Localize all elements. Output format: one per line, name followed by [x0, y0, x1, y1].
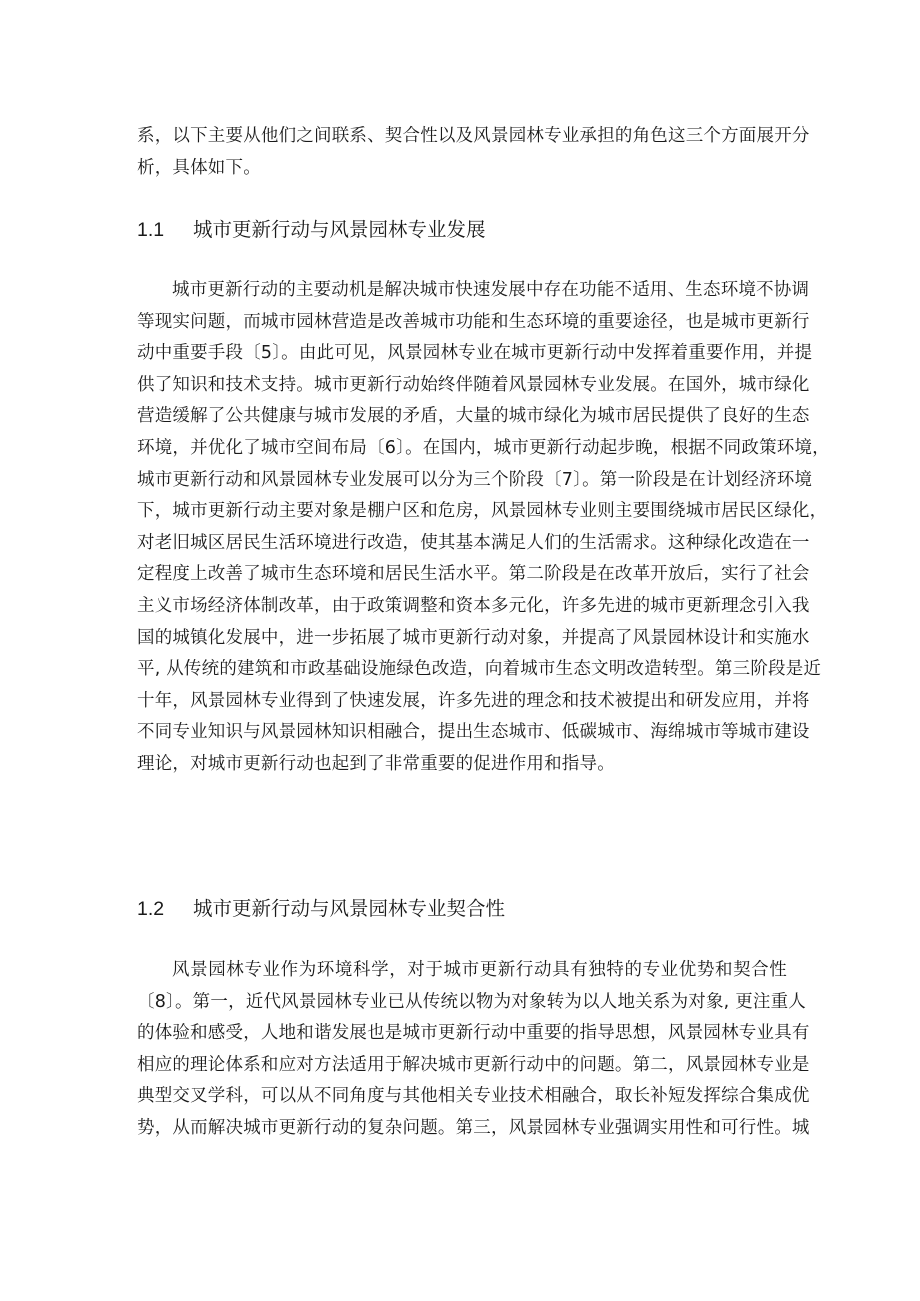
- paragraph-line: 主义市场经济体制改革，由于政策调整和资本多元化，许多先进的城市更新理念引入我: [137, 595, 810, 616]
- section-title: 城市更新行动与风景园林专业发展: [193, 218, 486, 241]
- paragraph-line: 营造缓解了公共健康与城市发展的矛盾，大量的城市绿化为城市居民提供了良好的生态: [137, 406, 810, 427]
- paragraph-line: 对老旧城区居民生活环境进行改造，使其基本满足人们的生活需求。这种绿化改造在一: [137, 532, 810, 553]
- paragraph-line: 动中重要手段〔5〕。由此可见，风景园林专业在城市更新行动中发挥着重要作用，并提: [137, 343, 813, 364]
- paragraph-line: 定程度上改善了城市生态环境和居民生活水平。第二阶段是在改革开放后，实行了社会: [137, 564, 810, 585]
- paragraph-line: 下，城市更新行动主要对象是棚户区和危房，风景园林专业则主要围绕城市居民区绿化，: [137, 501, 828, 522]
- section-number: 1.1: [137, 219, 165, 241]
- section-number: 1.2: [137, 898, 165, 920]
- paragraph-line: 风景园林专业作为环境科学，对于城市更新行动具有独特的专业优势和契合性: [172, 960, 787, 980]
- section-1-1-paragraph: [137, 275, 830, 781]
- section-title: 城市更新行动与风景园林专业契合性: [193, 897, 506, 920]
- section-1-2-paragraph: [137, 955, 810, 1145]
- section-heading-1-2: [137, 895, 505, 923]
- paragraph-line: 系，以下主要从他们之间联系、契合性以及风景园林专业承担的角色这三个方面展开分: [137, 126, 810, 146]
- paragraph-line: 相应的理论体系和应对方法适用于解决城市更新行动中的问题。第二，风景园林专业是: [137, 1054, 810, 1075]
- paragraph-line: 等现实问题，而城市园林营造是改善城市功能和生态环境的重要途径，也是城市更新行: [137, 311, 810, 332]
- paragraph-line: 析，具体如下。: [137, 157, 261, 178]
- intro-paragraph: [137, 121, 810, 184]
- paragraph-line: 环境，并优化了城市空间布局〔6〕。在国内，城市更新行动起步晚，根据不同政策环境，: [137, 437, 830, 458]
- paragraph-line: 〔8〕。第一，近代风景园林专业已从传统以物为对象转为以人地关系为对象, 更注重人: [137, 991, 807, 1012]
- paragraph-line: 平, 从传统的建筑和市政基础设施绿色改造，向着城市生态文明改造转型。第三阶段是近: [137, 659, 822, 680]
- paragraph-line: 十年，风景园林专业得到了快速发展，许多先进的理念和技术被提出和研发应用，并将: [137, 690, 810, 711]
- paragraph-line: 不同专业知识与风景园林知识相融合，提出生态城市、低碳城市、海绵城市等城市建设: [137, 722, 810, 743]
- paragraph-line: 供了知识和技术支持。城市更新行动始终伴随着风景园林专业发展。在国外，城市绿化: [137, 374, 810, 395]
- paragraph-line: 国的城镇化发展中，进一步拓展了城市更新行动对象，并提高了风景园林设计和实施水: [137, 627, 810, 648]
- paragraph-line: 城市更新行动的主要动机是解决城市快速发展中存在功能不适用、生态环境不协调: [172, 280, 810, 300]
- paragraph-line: 理论，对城市更新行动也起到了非常重要的促进作用和指导。: [137, 753, 615, 774]
- section-heading-1-1: [137, 216, 486, 244]
- paragraph-line: 势，从而解决城市更新行动的复杂问题。第三，风景园林专业强调实用性和可行性。城: [137, 1117, 810, 1138]
- paragraph-line: 城市更新行动和风景园林专业发展可以分为三个阶段〔7〕。第一阶段是在计划经济环境: [137, 469, 813, 490]
- paragraph-line: 的体验和感受，人地和谐发展也是城市更新行动中重要的指导思想，风景园林专业具有: [137, 1023, 810, 1044]
- paragraph-line: 典型交叉学科，可以从不同角度与其他相关专业技术相融合，取长补短发挥综合集成优: [137, 1086, 810, 1107]
